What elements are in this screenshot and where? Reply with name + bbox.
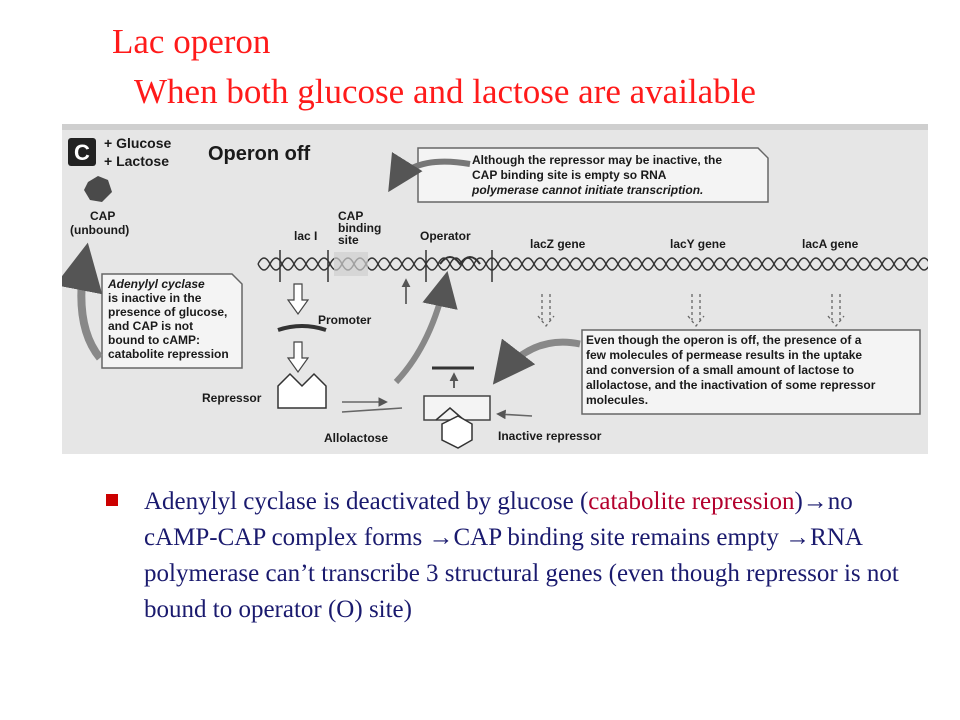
note-top-line2: CAP binding site is empty so RNA	[472, 168, 667, 182]
note-right-line3: and conversion of a small amount of lactose to	[586, 363, 855, 377]
bullet-text-highlight: catabolite repression	[588, 488, 795, 515]
condition-glucose: + Glucose	[104, 135, 172, 151]
note-left-line6: catabolite repression	[108, 347, 229, 361]
bullet-marker	[106, 494, 118, 506]
note-left-line4: and CAP is not	[108, 319, 194, 333]
lacz-label: lacZ gene	[530, 237, 586, 251]
bullet-text-part2: )→no cAMP-CAP complex forms →CAP binding site remains empty →RNA polymerase can’t transcribe 3 structural genes (even though repressor is not bound to operator (O) site)	[144, 488, 899, 623]
laca-label: lacA gene	[802, 237, 859, 251]
promoter-label: Promoter	[318, 313, 372, 327]
cap-label: CAP	[90, 209, 116, 223]
note-right-line5: molecules.	[586, 393, 649, 407]
laci-label: lac I	[294, 229, 318, 243]
cap-site-label2: binding	[338, 221, 382, 235]
condition-lactose: + Lactose	[104, 153, 169, 169]
repressor-label: Repressor	[202, 391, 262, 405]
cap-binding-site-region	[334, 252, 368, 276]
lac-operon-figure	[62, 124, 928, 454]
inactive-repressor-label: Inactive repressor	[498, 429, 602, 443]
note-left-line2: is inactive in the	[108, 291, 202, 305]
lacy-label: lacY gene	[670, 237, 726, 251]
note-left-line1: Adenylyl cyclase	[108, 277, 205, 291]
note-top-line3: polymerase cannot initiate transcription.	[472, 183, 704, 197]
panel-letter: C	[74, 140, 90, 165]
cap-site-label3: site	[338, 233, 359, 247]
operator-label: Operator	[420, 229, 471, 243]
note-right-line2: few molecules of permease results in the uptake	[586, 348, 863, 362]
bullet-list	[106, 484, 926, 628]
note-top-line1: Although the repressor may be inactive, the	[472, 153, 723, 167]
slide-title-line2: When both glucose and lactose are available	[134, 72, 756, 111]
note-right-line1: Even though the operon is off, the presence of a	[586, 333, 862, 347]
allolactose-label: Allolactose	[324, 431, 389, 445]
cap-unbound-label: (unbound)	[70, 223, 130, 237]
note-right-line4: allolactose, and the inactivation of some repressor	[586, 378, 876, 392]
slide-title-line1: Lac operon	[112, 22, 271, 61]
cap-site-label1: CAP	[338, 209, 364, 223]
operon-status: Operon off	[208, 143, 311, 165]
note-left-line3: presence of glucose,	[108, 305, 228, 319]
note-left-line5: bound to cAMP:	[108, 333, 200, 347]
bullet-text-part1: Adenylyl cyclase is deactivated by glucose (	[144, 488, 589, 515]
bullet-text	[144, 484, 926, 628]
